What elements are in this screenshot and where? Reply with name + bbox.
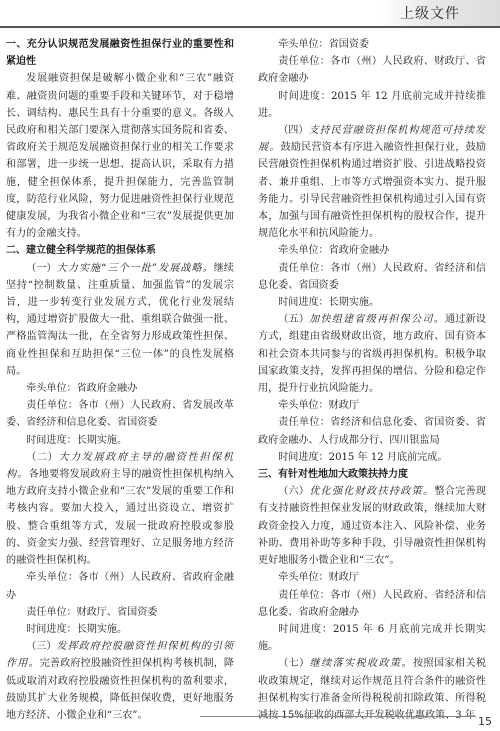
- subsection-7-number: （七）: [278, 658, 310, 670]
- subsection-1-title: 大力实施“三个一批”发展战略。: [56, 262, 214, 274]
- subsection-5: [258, 311, 486, 397]
- subsection-5-timeline: 时间进度：2015 年 12 月底前完成。: [278, 451, 448, 463]
- subsection-6-title: 优化强化财政扶持政策。: [309, 486, 435, 498]
- subsection-4-text: 鼓励民营资本有序进入融资性担保行业，鼓励民营融资性担保机构通过增资扩股、引进战略投资者、兼并重组、上市等方式增强资本实力、提升服务能力。引导民营融资性担保机构通过引入国有资本，加强与国有融资性担保机构的股权合作，提升规范化水平和抗风险能力。: [258, 142, 486, 240]
- subsection-5-lead: 牵头单位：财政厅: [278, 400, 359, 412]
- section-tag: 上级文件: [400, 6, 460, 22]
- subsection-6-responsible: 责任单位：各市（州）人民政府、省经济和信息化委、省政府金融办: [258, 589, 486, 618]
- subsection-4-lead: 牵头单位：省政府金融办: [278, 245, 390, 257]
- header-rule: [0, 26, 500, 28]
- left-column: [6, 36, 234, 724]
- subsection-2: [6, 449, 234, 569]
- subsection-3-title: 发挥政府控股融资性担保机构的引领作用。: [6, 641, 235, 670]
- subsection-1-number: （一）: [26, 262, 57, 274]
- subsection-3-timeline: 时间进度：2015 年 12 月底前完成并持续推进。: [258, 90, 486, 119]
- heading-2: 二、建立健全科学规范的担保体系: [6, 245, 156, 257]
- right-column: [258, 36, 486, 724]
- subsection-6-number: （六）: [278, 486, 310, 498]
- subsection-6-lead: 牵头单位：财政厅: [278, 572, 359, 584]
- heading-1: 一、充分认识规范发展融资性担保行业的重要性和紧迫性: [6, 39, 234, 68]
- subsection-1-timeline: 时间进度：长期实施。: [26, 434, 128, 446]
- subsection-2-lead: 牵头单位：各市（州）人民政府、省政府金融办: [6, 572, 234, 601]
- subsection-5-title: 加快组建省级再担保公司。: [309, 314, 445, 326]
- subsection-2-text: 各地要将发展政府主导的融资性担保机构纳入地方政府支持小微企业和“三农”发展的重要工作和考核内容。要加大投入，通过出资设立、增资扩股、整合重组等方式，发展一批政府控股或参股的、资金实力强、经营管理好、立足服务地方经济的融资性担保机构。: [6, 469, 234, 567]
- subsection-1: [6, 260, 234, 380]
- heading-3: 三、有针对性地加大政策扶持力度: [258, 469, 408, 481]
- subsection-7: [258, 655, 486, 724]
- subsection-2-responsible: 责任单位：财政厅、省国资委: [26, 606, 158, 618]
- subsection-7-title: 继续落实税收政策。: [309, 658, 413, 670]
- subsection-3-number: （三）: [26, 641, 57, 653]
- subsection-3-lead: 牵头单位：省国资委: [278, 39, 370, 50]
- subsection-4-timeline: 时间进度：长期实施。: [278, 297, 380, 309]
- subsection-1-responsible: 责任单位：各市（州）人民政府、省发展改革委、省经济和信息化委、省国资委: [6, 400, 234, 429]
- footer-rule: [200, 716, 476, 717]
- subsection-3-text: 完善政府控股融资性担保机构考核机制，降低或取消对政府控股融资性担保机构的盈利要求，鼓励其扩大业务规模，降低担保收费，更好地服务地方经济、小微企业和“三农”。: [6, 658, 235, 721]
- subsection-4-title: 支持民营融资担保机构规范可持续发展。: [258, 125, 487, 154]
- subsection-6: [258, 483, 486, 569]
- subsection-1-lead: 牵头单位：省政府金融办: [26, 383, 138, 395]
- page-number: 15: [478, 715, 492, 728]
- paragraph-1: 发展融资担保是破解小微企业和“三农”融资难、融资贵问题的重要手段和关键环节，对于稳增长、调结构、惠民生具有十分重要的意义。各级人民政府和相关部门要深入贯彻落实国务院和省委、省政府关于规范发展融资担保行业的相关工作要求和部署，进一步统一思想、提高认识，采取有力措施，健全担保体系，提升担保能力，完善监管制度，防范行业风险，努力促进融资性担保行业规范健康发展，为我省小微企业和“三农”发展提供更加有力的金融支持。: [6, 73, 234, 240]
- subsection-2-number: （二）: [26, 451, 59, 463]
- subsection-5-number: （五）: [278, 314, 310, 326]
- subsection-4-number: （四）: [278, 125, 309, 137]
- subsection-4: [258, 122, 486, 242]
- subsection-6-text: 整合完善现有支持融资性担保业发展的财政政策，继续加大财政资金投入力度，通过资本注入、风险补偿、业务补助、费用补助等多种手段，引导融资性担保机构更好地服务小微企业和“三农”。: [258, 486, 487, 567]
- subsection-3: [6, 638, 234, 724]
- subsection-6-timeline: 时间进度：2015 年 6 月底前完成并长期实施。: [258, 623, 486, 653]
- subsection-5-responsible: 责任单位：省经济和信息化委、省国资委、省政府金融办、人行成都分行、四川银监局: [258, 417, 486, 446]
- subsection-3-responsible: 责任单位：各市（州）人民政府、财政厅、省政府金融办: [258, 56, 486, 85]
- subsection-7-text: 按照国家相关税收政策规定，继续对运作规范且符合条件的融资性担保机构实行准备金所得税税前扣除政策、所得税: [258, 658, 486, 704]
- subsection-1-text: 继续坚持“控制数量、注重质量、加强监管”的发展宗旨，进一步转变行业发展方式，优化行业发展结构，通过增资扩股做大一批、重组联合做强一批、严格监管淘汰一批，在全省努力形成政策性担保、商业性担保和互助担保“三位一体”的良性发展格局。: [6, 262, 235, 377]
- subsection-2-title: 大力发展政府主导的融资性担保机构。: [6, 451, 235, 481]
- header-band: [0, 0, 500, 26]
- subsection-2-timeline: 时间进度：长期实施。: [26, 623, 128, 635]
- subsection-5-text: 通过新设方式，组建由省级财政出资，地方政府、国有资本和社会资本共同参与的省级再担保机构。积极争取国家政策支持，发挥再担保的增信、分险和稳定作用，提升行业抗风险能力。: [258, 314, 486, 395]
- subsection-4-responsible: 责任单位：各市（州）人民政府、省经济和信息化委、省国资委: [258, 262, 486, 291]
